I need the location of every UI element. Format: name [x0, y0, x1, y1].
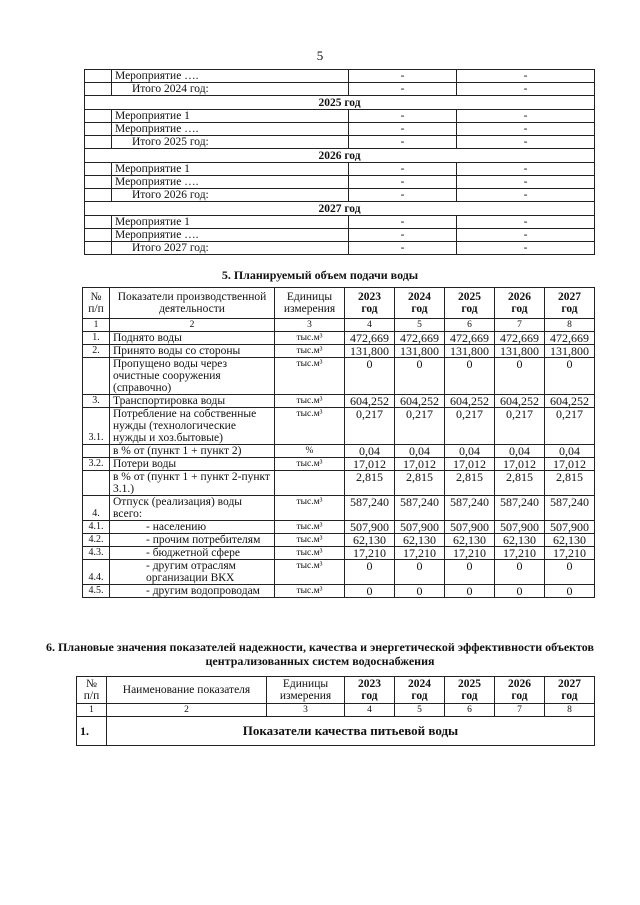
group-title: Показатели качества питьевой воды [107, 717, 595, 746]
table-row [83, 560, 595, 585]
table-row [83, 332, 595, 345]
row-unit: тыс.м³ [275, 458, 345, 471]
row-index: 4.5. [83, 585, 110, 598]
measure-num [85, 176, 112, 189]
row-name: в % от (пункт 1 + пункт 2) [110, 445, 275, 458]
year-label: 2026 год [85, 149, 595, 163]
row-value: 17,012 [445, 458, 495, 471]
table-row [83, 547, 595, 560]
row-value: 17,012 [545, 458, 595, 471]
measure-label: Мероприятие …. [112, 229, 349, 242]
row-value: 472,669 [495, 332, 545, 345]
row-value: 17,012 [345, 458, 395, 471]
measure-value: - [457, 123, 595, 136]
row-value: 0 [395, 358, 445, 395]
total-label: Итого 2026 год: [112, 189, 349, 202]
row-unit: тыс.м³ [275, 332, 345, 345]
header-year-2026: 2026 год [495, 677, 545, 704]
header-year-2027: 2027 год [545, 288, 595, 319]
row-index: 3. [83, 395, 110, 408]
group-row [77, 717, 595, 746]
row-unit: тыс.м³ [275, 408, 345, 445]
row-value: 0 [395, 585, 445, 598]
measure-value: - [457, 110, 595, 123]
row-value: 0,217 [345, 408, 395, 445]
total-label: Итого 2027 год: [112, 242, 349, 255]
column-number: 2 [110, 319, 275, 332]
measure-value: - [349, 83, 457, 96]
row-value: 62,130 [345, 534, 395, 547]
header-year-2023: 2023 год [345, 288, 395, 319]
row-name: - бюджетной сфере [110, 547, 275, 560]
measure-num [85, 229, 112, 242]
total-row [85, 242, 595, 255]
measure-value: - [457, 176, 595, 189]
row-value: 0 [495, 358, 545, 395]
total-label: Итого 2024 год: [112, 83, 349, 96]
row-unit: % [275, 445, 345, 458]
measure-value: - [457, 189, 595, 202]
table-row [83, 345, 595, 358]
measure-num [85, 70, 112, 83]
row-value: 2,815 [495, 471, 545, 496]
measure-value: - [349, 123, 457, 136]
row-value: 131,800 [495, 345, 545, 358]
page-number: 5 [316, 48, 324, 63]
header-row [83, 288, 595, 319]
row-value: 0 [395, 560, 445, 585]
row-name: Отпуск (реализация) воды всего: [110, 496, 275, 521]
column-number: 2 [107, 704, 267, 717]
row-unit: тыс.м³ [275, 585, 345, 598]
measure-label: Мероприятие 1 [112, 110, 349, 123]
row-value: 587,240 [495, 496, 545, 521]
measure-row [85, 123, 595, 136]
row-value: 131,800 [395, 345, 445, 358]
measure-row [85, 176, 595, 189]
row-value: 587,240 [445, 496, 495, 521]
row-name: Потребление на собственные нужды (технологические нужды и хоз.бытовые) [110, 408, 275, 445]
row-index [83, 445, 110, 458]
measure-num [85, 110, 112, 123]
row-value: 17,210 [545, 547, 595, 560]
section-5-title: 5. Планируемый объем подачи воды [221, 268, 419, 282]
header-year-2024: 2024 год [395, 677, 445, 704]
row-value: 17,012 [395, 458, 445, 471]
row-unit: тыс.м³ [275, 534, 345, 547]
row-index: 3.1. [83, 408, 110, 445]
column-number: 3 [275, 319, 345, 332]
header-year-2026: 2026 год [495, 288, 545, 319]
measure-value: - [457, 242, 595, 255]
year-row [85, 149, 595, 163]
row-unit: тыс.м³ [275, 547, 345, 560]
row-value: 0 [445, 560, 495, 585]
row-name: Принято воды со стороны [110, 345, 275, 358]
measure-value: - [349, 229, 457, 242]
header-num: № п/п [83, 288, 110, 319]
row-value: 62,130 [495, 534, 545, 547]
column-number: 3 [267, 704, 345, 717]
row-unit: тыс.м³ [275, 560, 345, 585]
row-value: 0 [345, 358, 395, 395]
column-number: 1 [83, 319, 110, 332]
row-unit [275, 471, 345, 496]
measure-value: - [349, 216, 457, 229]
measure-value: - [349, 70, 457, 83]
row-name: Пропущено воды через очистные сооружения (справочно) [110, 358, 275, 395]
row-name: Транспортировка воды [110, 395, 275, 408]
row-name: Поднято воды [110, 332, 275, 345]
row-value: 2,815 [445, 471, 495, 496]
measure-value: - [457, 229, 595, 242]
measure-num [85, 136, 112, 149]
row-value: 2,815 [545, 471, 595, 496]
water-supply-table [82, 287, 595, 598]
row-value: 507,900 [495, 521, 545, 534]
row-value: 0 [495, 560, 545, 585]
measure-label: Мероприятие …. [112, 70, 349, 83]
header-year-2023: 2023 год [345, 677, 395, 704]
table-row [83, 496, 595, 521]
table-row [83, 395, 595, 408]
measure-num [85, 163, 112, 176]
column-number: 4 [345, 319, 395, 332]
total-row [85, 136, 595, 149]
row-value: 0,04 [545, 445, 595, 458]
row-value: 0 [445, 585, 495, 598]
measure-value: - [457, 216, 595, 229]
header-name: Показатели производственной деятельности [110, 288, 275, 319]
row-index: 4.4. [83, 560, 110, 585]
row-value: 17,210 [445, 547, 495, 560]
row-name: - населению [110, 521, 275, 534]
header-name: Наименование показателя [107, 677, 267, 704]
measure-row [85, 229, 595, 242]
row-value: 131,800 [345, 345, 395, 358]
table-row [83, 471, 595, 496]
header-num: № п/п [77, 677, 107, 704]
row-value: 0,217 [495, 408, 545, 445]
group-number: 1. [77, 717, 107, 746]
row-value: 587,240 [395, 496, 445, 521]
total-row [85, 83, 595, 96]
row-name: Потери воды [110, 458, 275, 471]
column-number: 7 [495, 319, 545, 332]
year-label: 2027 год [85, 202, 595, 216]
header-year-2025: 2025 год [445, 288, 495, 319]
row-value: 0,04 [495, 445, 545, 458]
row-value: 472,669 [445, 332, 495, 345]
row-unit: тыс.м³ [275, 496, 345, 521]
header-year-2025: 2025 год [445, 677, 495, 704]
row-value: 0 [445, 358, 495, 395]
row-value: 507,900 [545, 521, 595, 534]
row-value: 17,012 [495, 458, 545, 471]
measure-value: - [349, 189, 457, 202]
row-value: 604,252 [445, 395, 495, 408]
column-number: 5 [395, 319, 445, 332]
row-index [83, 471, 110, 496]
header-year-2027: 2027 год [545, 677, 595, 704]
measure-label: Мероприятие …. [112, 123, 349, 136]
table-row [83, 358, 595, 395]
row-value: 587,240 [345, 496, 395, 521]
row-value: 604,252 [395, 395, 445, 408]
measure-label: Мероприятие …. [112, 176, 349, 189]
row-unit: тыс.м³ [275, 521, 345, 534]
row-value: 0 [545, 358, 595, 395]
table-row [83, 585, 595, 598]
table-row [83, 521, 595, 534]
row-value: 2,815 [345, 471, 395, 496]
row-index: 1. [83, 332, 110, 345]
table-row [83, 408, 595, 445]
row-value: 62,130 [395, 534, 445, 547]
row-value: 17,210 [495, 547, 545, 560]
indicators-table [76, 676, 595, 746]
row-index: 4.1. [83, 521, 110, 534]
measure-row [85, 163, 595, 176]
row-value: 0,217 [545, 408, 595, 445]
row-index: 3.2. [83, 458, 110, 471]
total-row [85, 189, 595, 202]
row-value: 0,04 [345, 445, 395, 458]
row-value: 62,130 [545, 534, 595, 547]
column-number: 1 [77, 704, 107, 717]
measure-label: Мероприятие 1 [112, 163, 349, 176]
row-name: в % от (пункт 1 + пункт 2-пункт 3.1.) [110, 471, 275, 496]
column-number: 6 [445, 319, 495, 332]
row-value: 0,217 [395, 408, 445, 445]
column-number: 8 [545, 704, 595, 717]
row-name: - другим водопроводам [110, 585, 275, 598]
row-value: 62,130 [445, 534, 495, 547]
row-value: 604,252 [345, 395, 395, 408]
year-row [85, 96, 595, 110]
measure-num [85, 242, 112, 255]
row-value: 587,240 [545, 496, 595, 521]
row-value: 472,669 [345, 332, 395, 345]
row-index: 4.3. [83, 547, 110, 560]
header-unit: Единицы измерения [275, 288, 345, 319]
row-value: 17,210 [395, 547, 445, 560]
header-row [77, 677, 595, 704]
measure-num [85, 123, 112, 136]
row-value: 2,815 [395, 471, 445, 496]
column-number-row [83, 319, 595, 332]
row-unit: тыс.м³ [275, 358, 345, 395]
header-year-2024: 2024 год [395, 288, 445, 319]
table-row [83, 445, 595, 458]
row-value: 0 [495, 585, 545, 598]
row-unit: тыс.м³ [275, 345, 345, 358]
row-value: 0 [545, 585, 595, 598]
column-number: 8 [545, 319, 595, 332]
row-value: 472,669 [545, 332, 595, 345]
row-name: - прочим потребителям [110, 534, 275, 547]
row-value: 131,800 [545, 345, 595, 358]
row-value: 0,04 [445, 445, 495, 458]
total-label: Итого 2025 год: [112, 136, 349, 149]
measure-row [85, 70, 595, 83]
measure-label: Мероприятие 1 [112, 216, 349, 229]
measure-value: - [457, 136, 595, 149]
row-value: 0,217 [445, 408, 495, 445]
row-value: 507,900 [445, 521, 495, 534]
measure-num [85, 216, 112, 229]
row-value: 472,669 [395, 332, 445, 345]
measure-row [85, 216, 595, 229]
measure-num [85, 189, 112, 202]
row-index [83, 358, 110, 395]
row-index: 2. [83, 345, 110, 358]
measure-value: - [457, 163, 595, 176]
measure-value: - [349, 163, 457, 176]
row-value: 604,252 [545, 395, 595, 408]
column-number: 5 [395, 704, 445, 717]
measure-value: - [349, 136, 457, 149]
row-value: 0 [545, 560, 595, 585]
row-value: 131,800 [445, 345, 495, 358]
column-number: 4 [345, 704, 395, 717]
row-value: 17,210 [345, 547, 395, 560]
measure-value: - [457, 70, 595, 83]
row-index: 4. [83, 496, 110, 521]
row-value: 0 [345, 585, 395, 598]
row-name: - другим отраслям организации ВКХ [110, 560, 275, 585]
year-label: 2025 год [85, 96, 595, 110]
year-row [85, 202, 595, 216]
measure-value: - [349, 242, 457, 255]
measures-table [84, 69, 595, 255]
row-value: 0,04 [395, 445, 445, 458]
header-unit: Единицы измерения [267, 677, 345, 704]
column-number-row [77, 704, 595, 717]
measure-value: - [349, 176, 457, 189]
measure-value: - [457, 83, 595, 96]
column-number: 6 [445, 704, 495, 717]
measure-value: - [349, 110, 457, 123]
table-row [83, 534, 595, 547]
measure-num [85, 83, 112, 96]
column-number: 7 [495, 704, 545, 717]
section-6-title: 6. Плановые значения показателей надежности, качества и энергетической эффективности объектов централизованных систем водоснабжения [46, 640, 594, 668]
row-value: 0 [345, 560, 395, 585]
row-value: 507,900 [395, 521, 445, 534]
row-index: 4.2. [83, 534, 110, 547]
row-value: 604,252 [495, 395, 545, 408]
measure-row [85, 110, 595, 123]
table-row [83, 458, 595, 471]
row-value: 507,900 [345, 521, 395, 534]
row-unit: тыс.м³ [275, 395, 345, 408]
